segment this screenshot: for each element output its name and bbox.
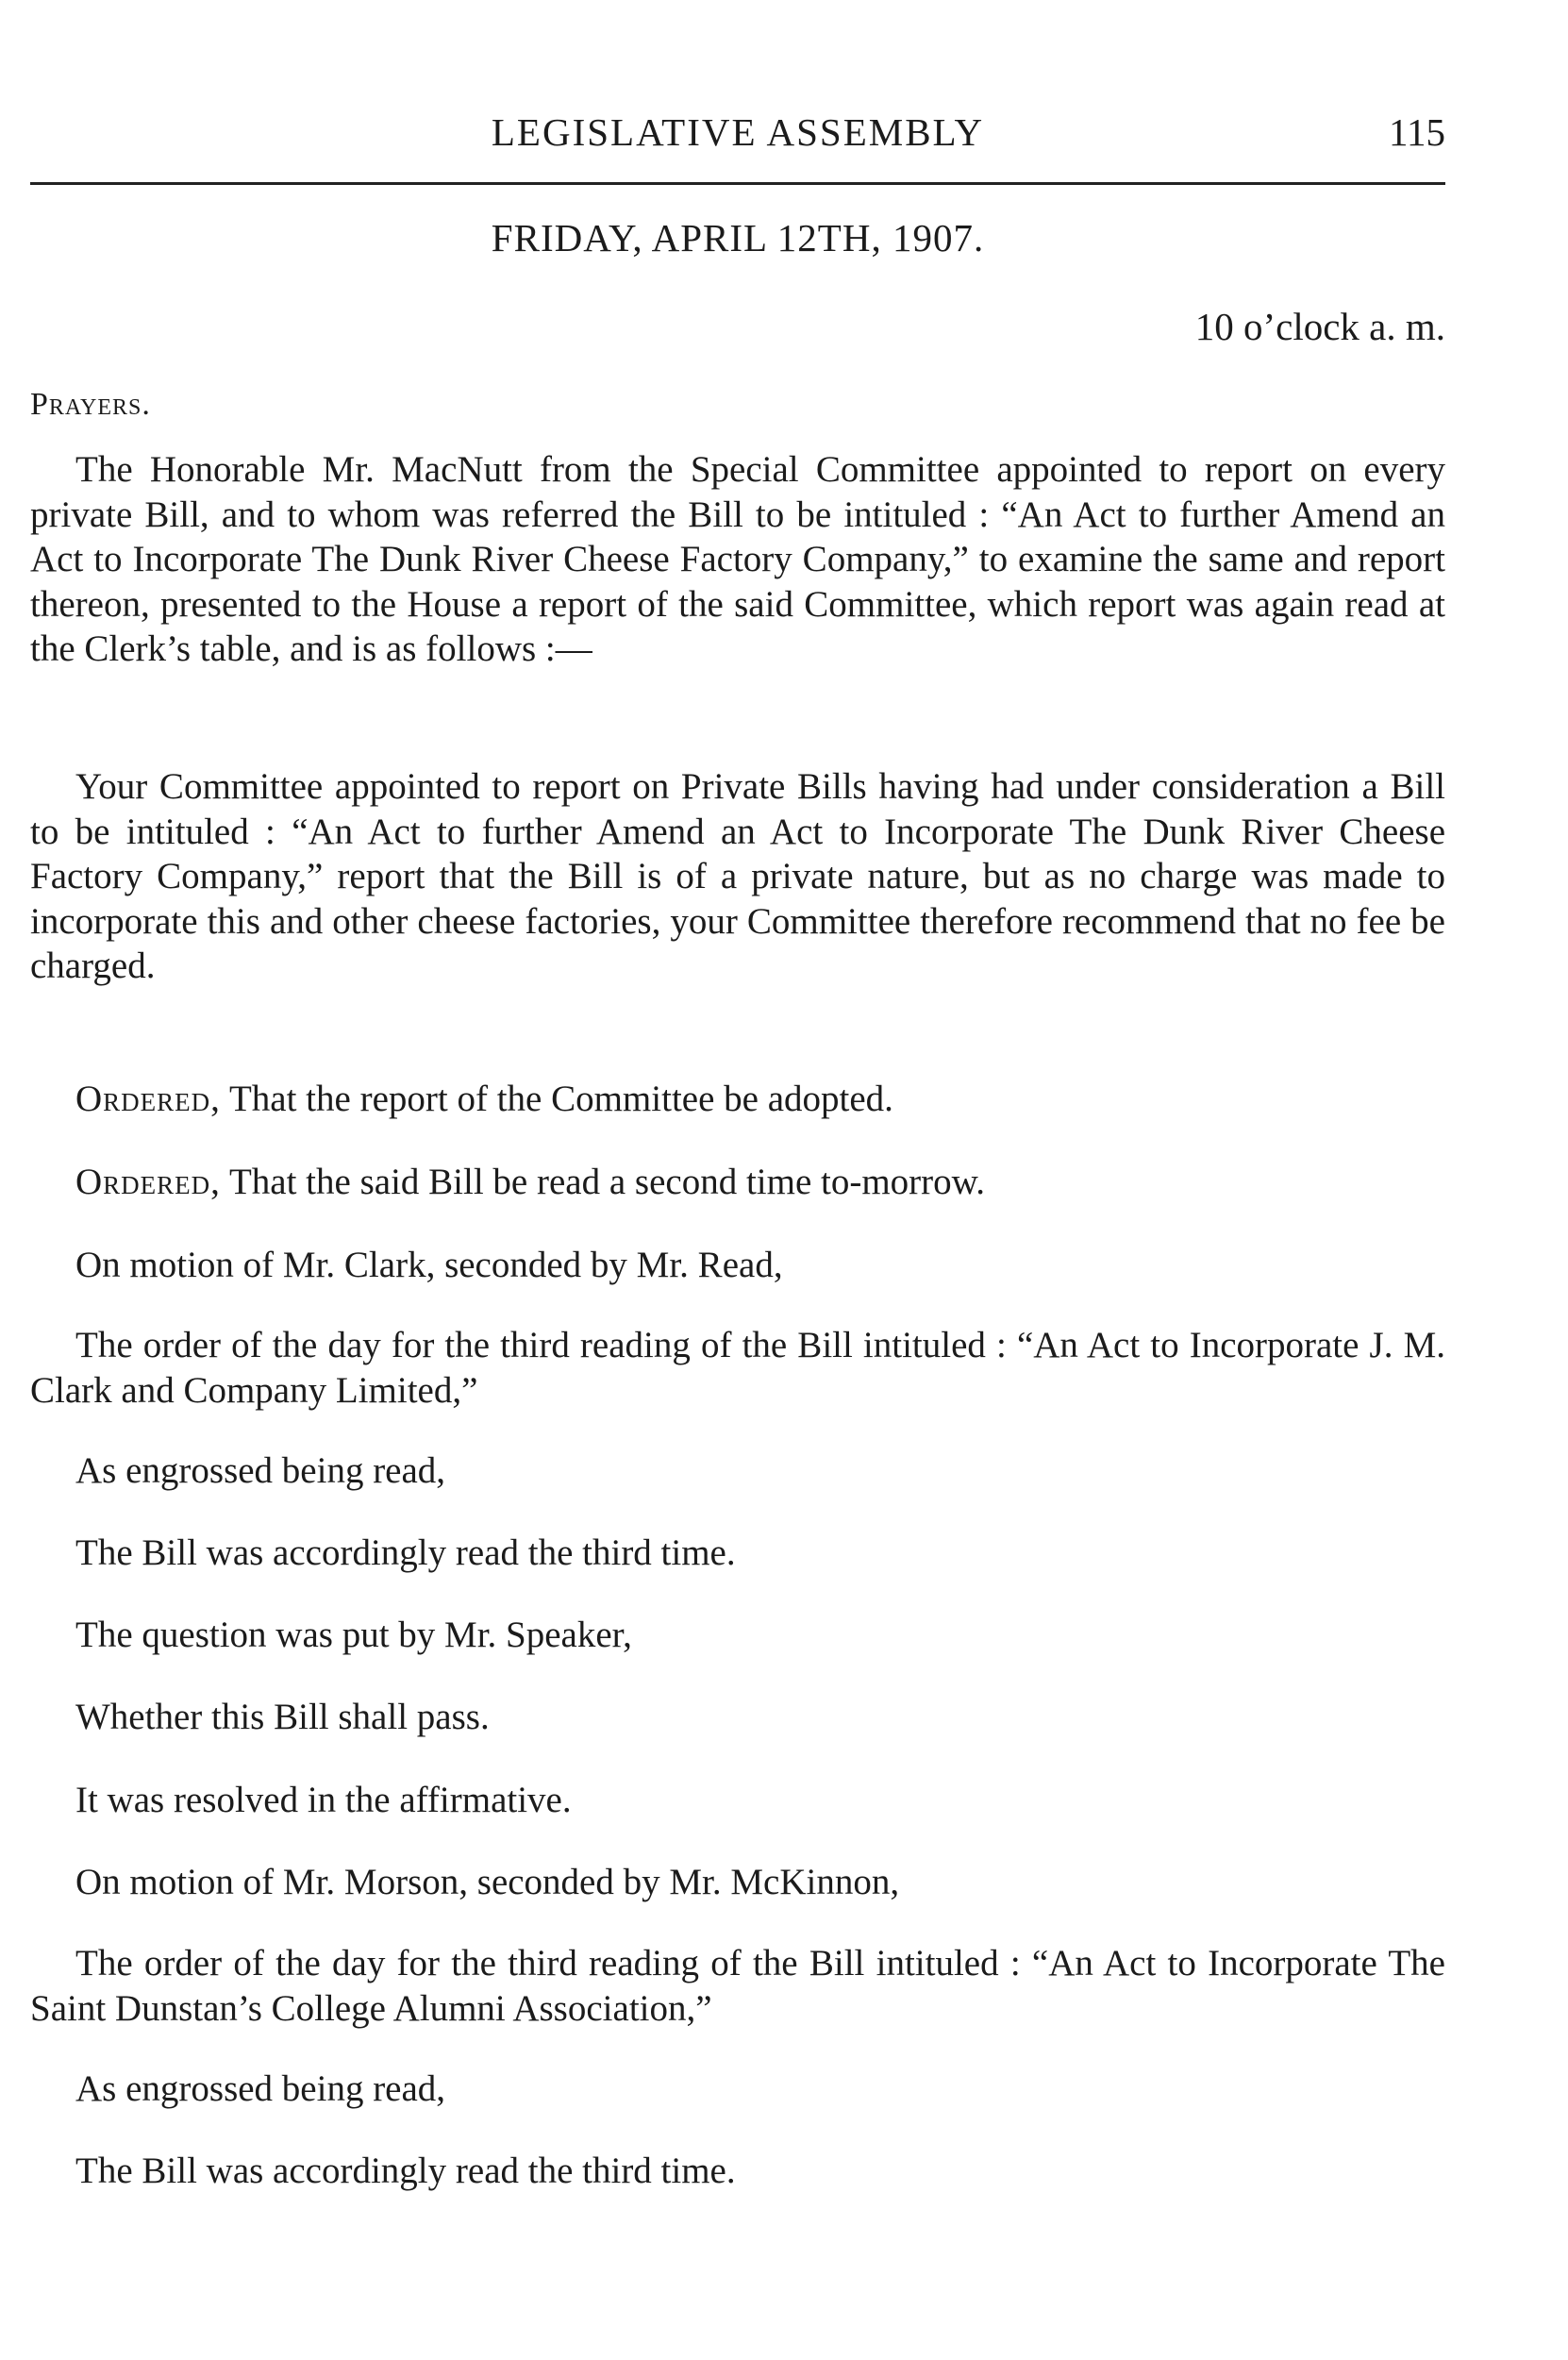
header-rule: [30, 182, 1445, 185]
ordered-label: Ordered,: [75, 1162, 221, 1202]
ordered-label: Ordered,: [75, 1079, 221, 1119]
ordered-adopted-entry: [75, 1078, 893, 1120]
motion-morson: On motion of Mr. Morson, seconded by Mr. McKinnon,: [75, 1862, 900, 1902]
engrossed-entry: As engrossed being read,: [75, 2068, 446, 2109]
sitting-time: 10 o’clock a. m.: [1194, 305, 1445, 348]
ordered-text: That the report of the Committee be adopted.: [228, 1079, 893, 1119]
running-title: LEGISLATIVE ASSEMBLY: [491, 110, 985, 154]
prayers-heading: Prayers.: [30, 387, 151, 422]
motion-clark: On motion of Mr. Clark, seconded by Mr. Read,: [75, 1245, 783, 1285]
order-of-day-dunstans: The order of the day for the third reading of the Bill intituled : “An Act to Incorporate The Saint Dunstan’s College Alumni Association,”: [30, 1943, 1445, 2029]
committee-report-paragraph: The Honorable Mr. MacNutt from the Special Committee appointed to report on every private Bill, and to whom was referred the Bill to be intituled : “An Act to further Amend an Act to Incorporate The Dunk River Cheese Factory Company,” to examine the same and report thereon, presented to the House a report of the said Committee, which report was again read at the Clerk’s table, and is as follows :—: [30, 449, 1445, 669]
page-header: [30, 109, 1445, 162]
resolved-entry: It was resolved in the affirmative.: [75, 1780, 572, 1820]
journal-page: [30, 0, 1445, 2360]
question-entry: The question was put by Mr. Speaker,: [75, 1615, 632, 1655]
whether-entry: Whether this Bill shall pass.: [75, 1697, 490, 1737]
ordered-second-reading-entry: [75, 1161, 985, 1203]
third-reading-entry: The Bill was accordingly read the third time.: [75, 1532, 736, 1573]
page-number: 115: [1389, 110, 1445, 154]
sitting-date: FRIDAY, APRIL 12TH, 1907.: [491, 216, 985, 259]
engrossed-entry: As engrossed being read,: [75, 1450, 446, 1491]
third-reading-entry: The Bill was accordingly read the third time.: [75, 2151, 736, 2191]
order-of-day-clark: The order of the day for the third reading of the Bill intituled : “An Act to Incorporate J. M. Clark and Company Limited,”: [30, 1325, 1445, 1411]
ordered-text: That the said Bill be read a second time to-morrow.: [228, 1162, 986, 1202]
committee-text-paragraph: Your Committee appointed to report on Private Bills having had under consideration a Bill to be intituled : “An Act to further Amend an Act to Incorporate The Dunk River Cheese Factory Company,” report that the Bill is of a private nature, but as no charge was made to incorporate this and other cheese factories, your Committee therefore recommend that no fee be charged.: [30, 766, 1445, 986]
